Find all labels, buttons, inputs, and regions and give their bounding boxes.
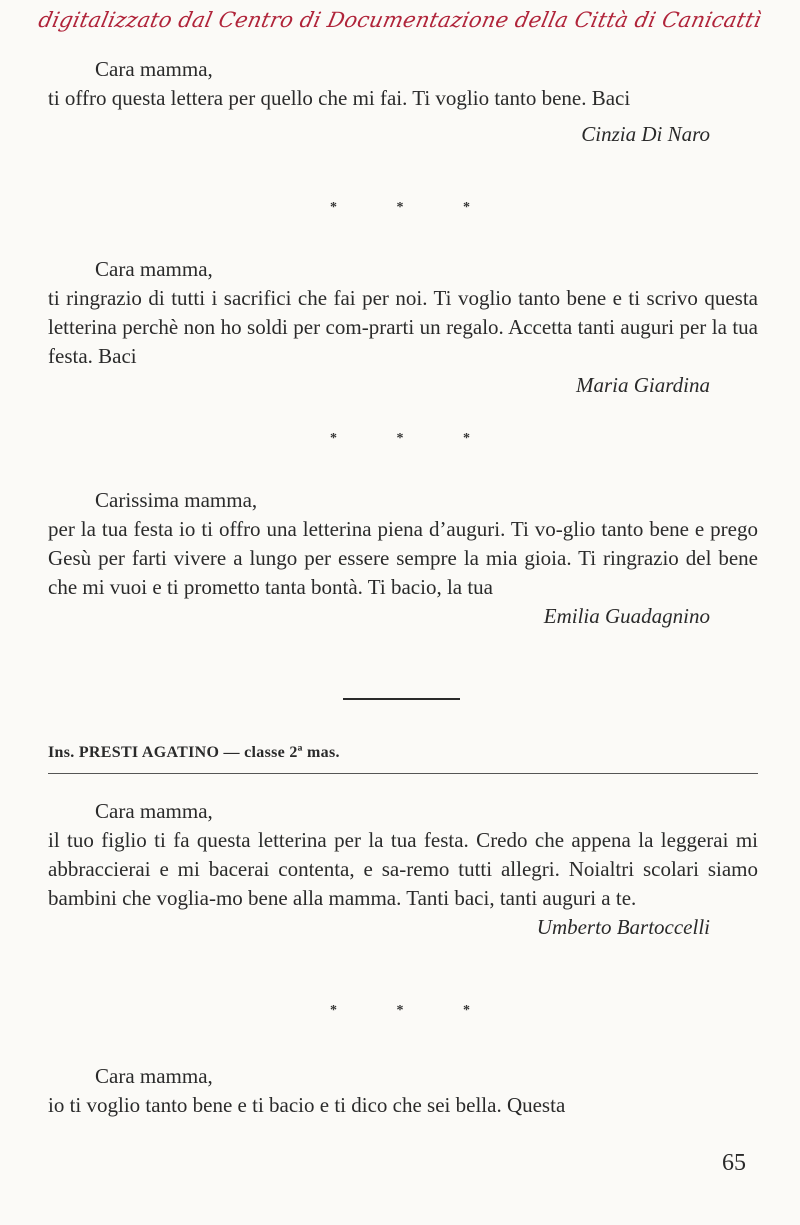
letter-body: io ti voglio tanto bene e ti bacio e ti dico che sei bella. Questa bbox=[48, 1093, 566, 1117]
letter-body: ti offro questa lettera per quello che mi fai. Ti voglio tanto bene. Baci bbox=[48, 86, 631, 110]
section-heading: Ins. PRESTI AGATINO — classe 2ª mas. bbox=[48, 744, 340, 761]
letter bbox=[48, 1062, 758, 1120]
letter-body: per la tua festa io ti offro una letterina piena d’auguri. Ti vo-glio tanto bene e prego Gesù per farti vivere a lungo per essere sempre la mia gioia. Ti ringrazio del bene che mi vuoi e ti prometto tanta bontà. Ti bacio, la tua bbox=[48, 517, 758, 599]
letter bbox=[48, 255, 758, 400]
letter-body: il tuo figlio ti fa questa letterina per la tua festa. Credo che appena la leggerai mi abbraccierai e mi bacerai contenta, e sa-remo tutti allegri. Noialtri scolari siamo bambini che voglia-mo bene alla mamma. Tanti baci, tanti auguri a te. bbox=[48, 828, 758, 910]
letter-signature: Umberto Bartoccelli bbox=[536, 915, 710, 939]
letter-body: ti ringrazio di tutti i sacrifici che fai per noi. Ti voglio tanto bene e ti scrivo questa letterina perchè non ho soldi per com-prarti un regalo. Accetta tanti auguri per la tua festa. Baci bbox=[48, 286, 758, 368]
letter-salutation: Cara mamma, bbox=[95, 799, 213, 823]
separator-stars: * * * bbox=[330, 431, 498, 446]
separator-stars: * * * bbox=[330, 1003, 498, 1018]
page-number: 65 bbox=[722, 1150, 746, 1176]
section-divider bbox=[343, 698, 460, 700]
letter-signature: Emilia Guadagnino bbox=[543, 604, 710, 628]
letter bbox=[48, 797, 758, 942]
separator-stars: * * * bbox=[330, 200, 498, 215]
letter-signature: Maria Giardina bbox=[576, 373, 710, 397]
letter-salutation: Carissima mamma, bbox=[95, 488, 258, 512]
letter-signature: Cinzia Di Naro bbox=[581, 122, 710, 146]
letter-salutation: Cara mamma, bbox=[95, 257, 213, 281]
letter-salutation: Cara mamma, bbox=[95, 57, 213, 81]
heading-rule bbox=[48, 773, 758, 774]
letter-salutation: Cara mamma, bbox=[95, 1064, 213, 1088]
letter bbox=[48, 55, 758, 149]
letter bbox=[48, 486, 758, 631]
watermark: digitalizzato dal Centro di Documentazione della Città di Canicattì bbox=[36, 8, 764, 32]
